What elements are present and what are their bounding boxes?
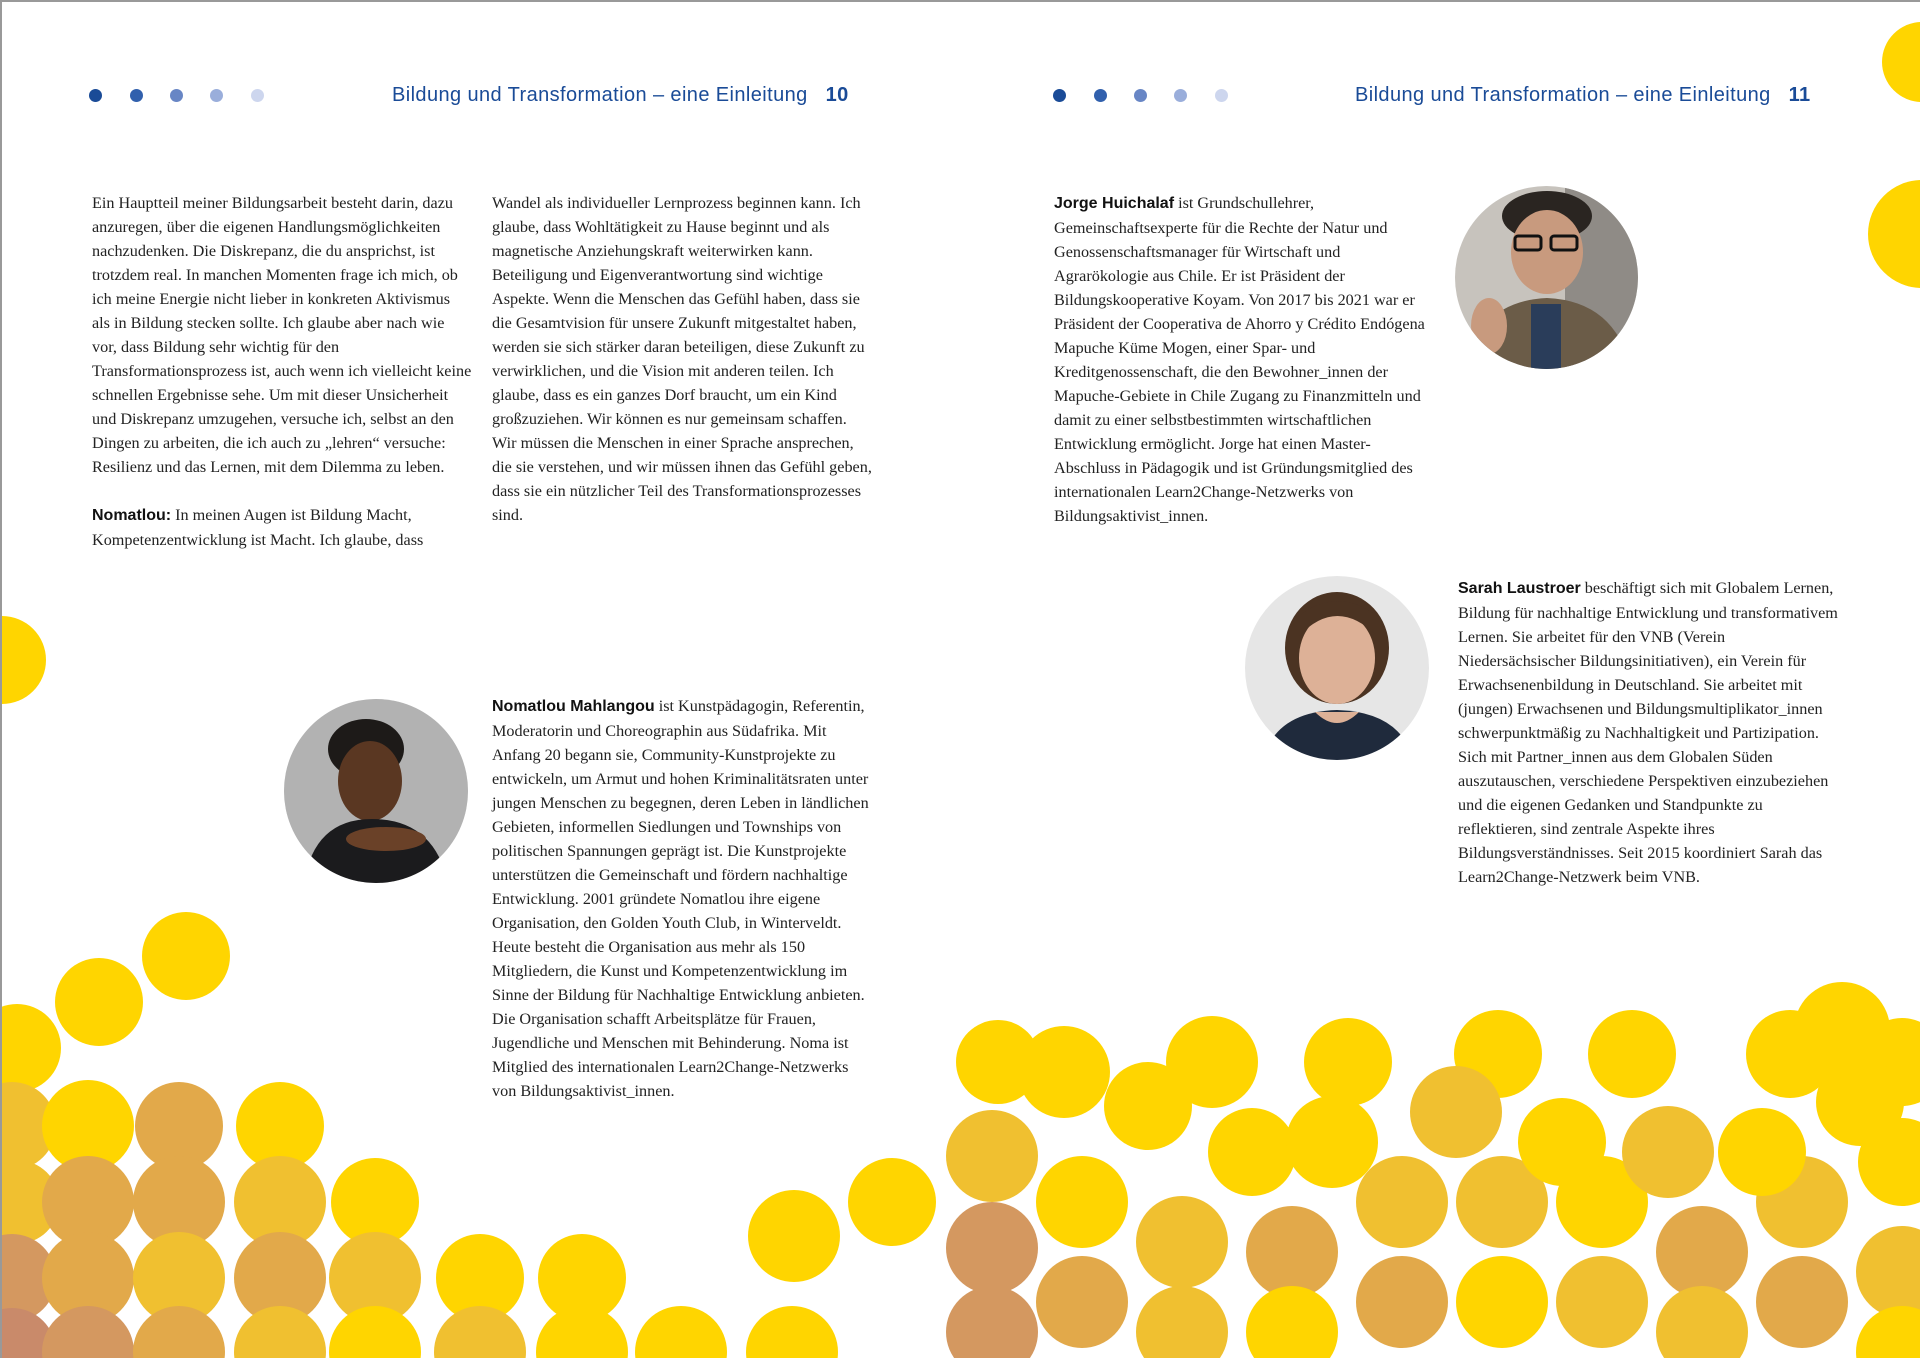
bio-text: ist Kunstpädagogin, Referentin, Moderatorin und Choreographin aus Südafrika. Mit Anfang 20 begann sie, Community-Kunstprojekte zu entwickeln, um Armut und hohen Kriminalitätsraten unter jungen Menschen zu begegnen, deren Leben in ländlichen Gebieten, informellen Siedlungen und Townships von politischen Spannungen geprägt ist. Die Kunstprojekte unterstützen die Gemeinschaft und fördern nachhaltige Entwicklung. 2001 gründete Nomatlou ihre eigene Organisation, den Golden Youth Club, in Winterveldt. Heute besteht die Organisation aus mehr als 150 Mitgliedern, die Kunst und Kompetenzentwicklung im Sinne der Bildung für Nachhaltige Entwicklung anbieten. Die Organisation schafft Arbeitsplätze für Frauen, Jugendliche und Menschen mit Behinderung. Noma ist Mitglied des internationalen Learn2Change-Netzwerks von Bildungsaktivist_innen.: [492, 697, 869, 1100]
decorative-circle: [55, 958, 143, 1046]
running-head-title: Bildung und Transformation – eine Einleitung: [1355, 84, 1771, 106]
portrait-photo: [1455, 186, 1638, 369]
decorative-circle: [1208, 1108, 1296, 1196]
decorative-circle: [1656, 1286, 1748, 1358]
bio-sarah: [1458, 576, 1844, 913]
decorative-circle: [1518, 1098, 1606, 1186]
bio-text: beschäftigt sich mit Globalem Lernen, Bildung für nachhaltige Entwicklung und transformativem Lernen. Sie arbeitet für den VNB (Verein Niedersächsischer Bildungsinitiativen), ein Verein für Erwachsenenbildung in Deutschland. Sie arbeitet mit (jungen) Erwachsenen und Bildungsmultiplikator_innen schwerpunktmäßig zu Nachhaltigkeit und Partizipation. Sich mit Partner_innen aus dem Globalen Süden auszutauschen, verschiedene Perspektiven einzubeziehen und die eigenen Gedanken und Standpunkte zu reflektieren, sind zentrale Aspekte ihres Bildungsverständnisses. Seit 2015 koordiniert Sarah das Learn2Change-Netzwerk beim VNB.: [1458, 579, 1838, 886]
decorative-circle: [1246, 1206, 1338, 1298]
bio-paragraph: [1054, 191, 1434, 528]
decorative-circle: [1622, 1106, 1714, 1198]
bio-paragraph: [1458, 576, 1844, 889]
decorative-circle: [1036, 1256, 1128, 1348]
indicator-dot: [170, 89, 183, 102]
decorative-circle: [1588, 1010, 1676, 1098]
decorative-circle: [748, 1190, 840, 1282]
bio-name: Sarah Laustroer: [1458, 580, 1581, 597]
decorative-circle: [142, 912, 230, 1000]
decorative-circle: [946, 1202, 1038, 1294]
running-head-right: [1355, 84, 1811, 107]
indicator-dot: [251, 89, 264, 102]
decorative-circle: [1856, 1226, 1920, 1318]
running-head-left: [392, 84, 849, 107]
bio-jorge: [1054, 191, 1434, 552]
indicator-dot: [1174, 89, 1187, 102]
decorative-circle: [946, 1286, 1038, 1358]
nomatlou-portrait: [284, 699, 468, 883]
bio-nomatlou: [492, 694, 872, 1127]
running-head-title: Bildung und Transformation – eine Einleitung: [392, 84, 808, 106]
decorative-circle: [746, 1306, 838, 1358]
decorative-circle: [1656, 1206, 1748, 1298]
decorative-circle: [1036, 1156, 1128, 1248]
indicator-dot: [210, 89, 223, 102]
decorative-circle: [434, 1306, 526, 1358]
indicator-dot: [1134, 89, 1147, 102]
indicator-dot: [1053, 89, 1066, 102]
speaker-label: Nomatlou:: [92, 507, 172, 524]
decorative-circle: [1868, 180, 1920, 288]
decorative-circle: [1718, 1108, 1806, 1196]
paragraph-text: In meinen Augen ist Bildung Macht, Kompetenzentwicklung ist Macht. Ich glaube, dass: [92, 506, 424, 549]
decorative-circle: [1882, 22, 1920, 102]
bio-name: Jorge Huichalaf: [1054, 195, 1175, 212]
page-number: 10: [825, 84, 849, 106]
decorative-circle: [42, 1306, 134, 1358]
decorative-circle: [1856, 1306, 1920, 1358]
decorative-circle: [1166, 1016, 1258, 1108]
portrait-photo: [284, 699, 468, 883]
decorative-circle: [1136, 1286, 1228, 1358]
decorative-circle: [329, 1306, 421, 1358]
decorative-circle: [1136, 1196, 1228, 1288]
decorative-circle: [1018, 1026, 1110, 1118]
decorative-circle: [1556, 1256, 1648, 1348]
interview-column-1: [92, 191, 472, 576]
indicator-dot: [1215, 89, 1228, 102]
interview-paragraph: [92, 503, 472, 552]
decorative-circle: [1756, 1256, 1848, 1348]
bio-text: ist Grundschullehrer, Gemeinschaftsexperte für die Rechte der Natur und Genossenschaftsmanager für Wirtschaft und Agrarökologie aus Chile. Er ist Präsident der Bildungskooperative Koyam. Von 2017 bis 2021 war er Präsident der Cooperativa de Ahorro y Crédito Endógena Mapuche Küme Mogen, einer Spar- und Kreditgenossenschaft, die den Bewohner_innen der Mapuche-Gebiete in Chile Zugang zu Finanzmitteln und damit zu einer selbstbestimmten wirtschaftlichen Entwicklung ermöglicht. Jorge hat einen Master-Abschluss in Pädagogik und ist Gründungsmitglied des internationalen Learn2Change-Netzwerks von Bildungsaktivist_innen.: [1054, 194, 1425, 525]
decorative-circle: [234, 1306, 326, 1358]
portrait-photo: [1245, 576, 1429, 760]
bio-name: Nomatlou Mahlangou: [492, 698, 655, 715]
decorative-circle: [635, 1306, 727, 1358]
interview-paragraph: Ein Hauptteil meiner Bildungsarbeit besteht darin, dazu anzuregen, über die eigenen Handlungsmöglichkeiten nachzudenken. Die Diskrepanz, die du ansprichst, ist trotzdem real. In manchen Momenten frage ich mich, ob ich meine Energie nicht lieber in konkreten Aktivismus als in Bildung stecken sollte. Ich glaube aber nach wie vor, dass Bildung sehr wichtig für den Transformationsprozess ist, auch wenn ich vielleicht keine schnellen Ergebnisse sehe. Um mit dieser Unsicherheit und Diskrepanz umzugehen, versuche ich, selbst an den Dingen zu arbeiten, die ich auch zu „lehren“ versuche: Resilienz und das Lernen, mit dem Dilemma zu leben.: [92, 194, 472, 476]
indicator-dot: [89, 89, 102, 102]
jorge-portrait: [1455, 186, 1638, 369]
bio-paragraph: [492, 694, 872, 1103]
decorative-circle: [0, 1004, 61, 1092]
decorative-circle: [536, 1306, 628, 1358]
decorative-circle: [946, 1110, 1038, 1202]
indicator-dot: [130, 89, 143, 102]
decorative-circle: [1304, 1018, 1392, 1106]
decorative-circle: [1356, 1156, 1448, 1248]
indicator-dot: [1094, 89, 1107, 102]
decorative-circle: [133, 1306, 225, 1358]
sarah-portrait: [1245, 576, 1429, 760]
decorative-circle: [0, 616, 46, 704]
decorative-circle: [1794, 982, 1890, 1078]
decorative-circle: [1456, 1256, 1548, 1348]
interview-paragraph: Wandel als individueller Lernprozess beginnen kann. Ich glaube, dass Wohltätigkeit zu Hause beginnt und als magnetische Anziehungskraft weiterwirken kann. Beteiligung und Eigenverantwortung sind wichtige Aspekte. Wenn die Menschen das Gefühl haben, dass sie die Gesamtvision für unsere Zukunft mitgestaltet haben, werden sie sich stärker daran beteiligen, diese Zukunft zu verwirklichen, und die Vision mit anderen teilen. Ich glaube, dass es ein ganzes Dorf braucht, um ein Kind großzuziehen. Wir können es nur gemeinsam schaffen. Wir müssen die Menschen in einer Sprache ansprechen, die sie verstehen, und wir müssen ihnen das Gefühl geben, dass sie ein nützlicher Teil des Transformationsprozesses sind.: [492, 194, 872, 524]
decorative-circle: [848, 1158, 936, 1246]
decorative-circle: [1356, 1256, 1448, 1348]
page-number: 11: [1788, 84, 1811, 106]
interview-column-2: [492, 191, 872, 551]
decorative-circle: [1286, 1096, 1378, 1188]
decorative-circle: [1410, 1066, 1502, 1158]
decorative-circle: [1246, 1286, 1338, 1358]
